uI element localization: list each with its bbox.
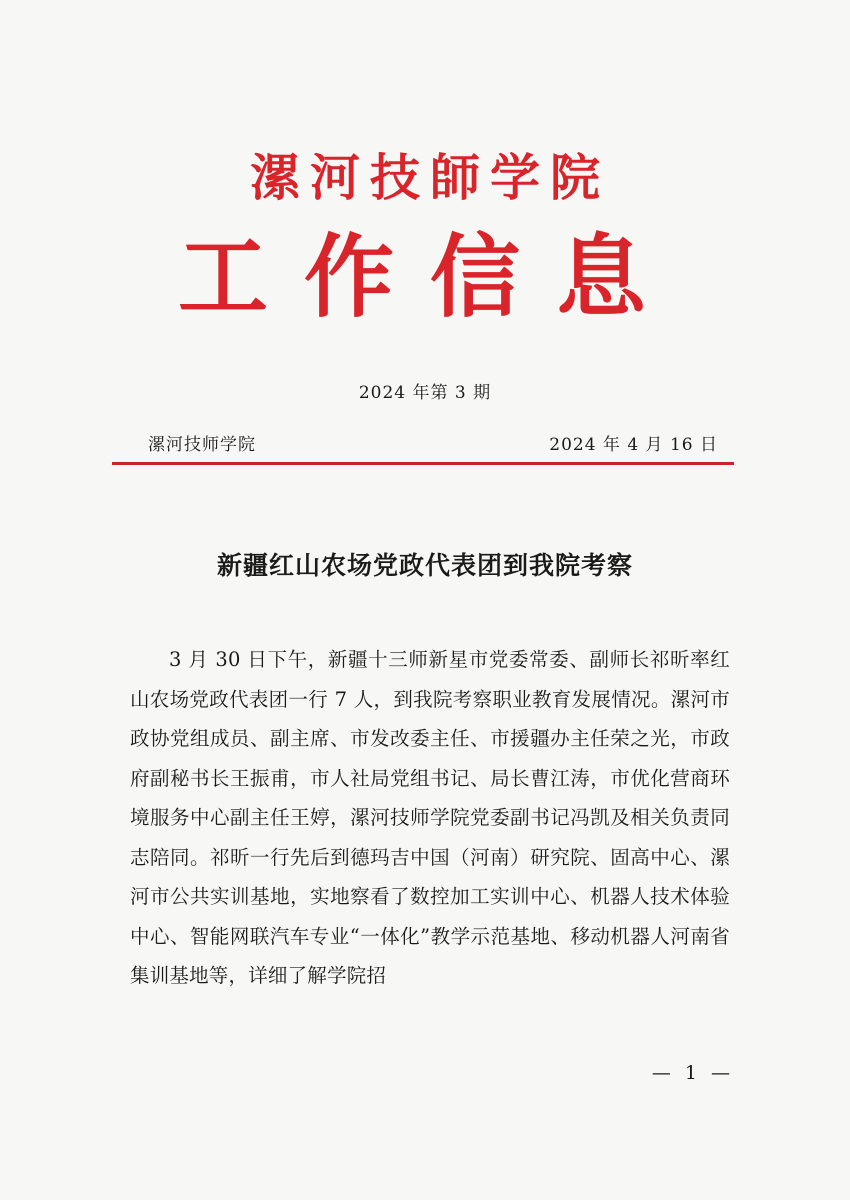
masthead-title: 工作信息	[178, 224, 682, 330]
page-number: — 1 —	[651, 1062, 734, 1084]
masthead-divider	[112, 462, 734, 465]
article-body: 3 月 30 日下午，新疆十三师新星市党委常委、副师长祁昕率红山农场党政代表团一行 7 人，到我院考察职业教育发展情况。漯河市政协党组成员、副主席、市发改委主任、市援疆办主任荣之光，市政府副秘书长王振甫，市人社局党组书记、局长曹江涛，市优化营商环境服务中心副主任王婷，漯河技师学院党委副书记冯凯及相关负责同志陪同。祁昕一行先后到德玛吉中国（河南）研究院、固高中心、漯河市公共实训基地，实地察看了数控加工实训中心、机器人技术体验中心、智能网联汽车专业“一体化”教学示范基地、移动机器人河南省集训基地等，详细了解学院招	[130, 648, 730, 987]
article-headline: 新疆红山农场党政代表团到我院考察	[216, 551, 633, 580]
masthead-school-name: 漯河技師学院	[250, 149, 610, 207]
issue-number: 2024 年第 3 期	[358, 383, 492, 403]
publication-date: 2024 年 4 月 16 日	[549, 435, 718, 455]
publisher: 漯河技师学院	[148, 435, 256, 455]
